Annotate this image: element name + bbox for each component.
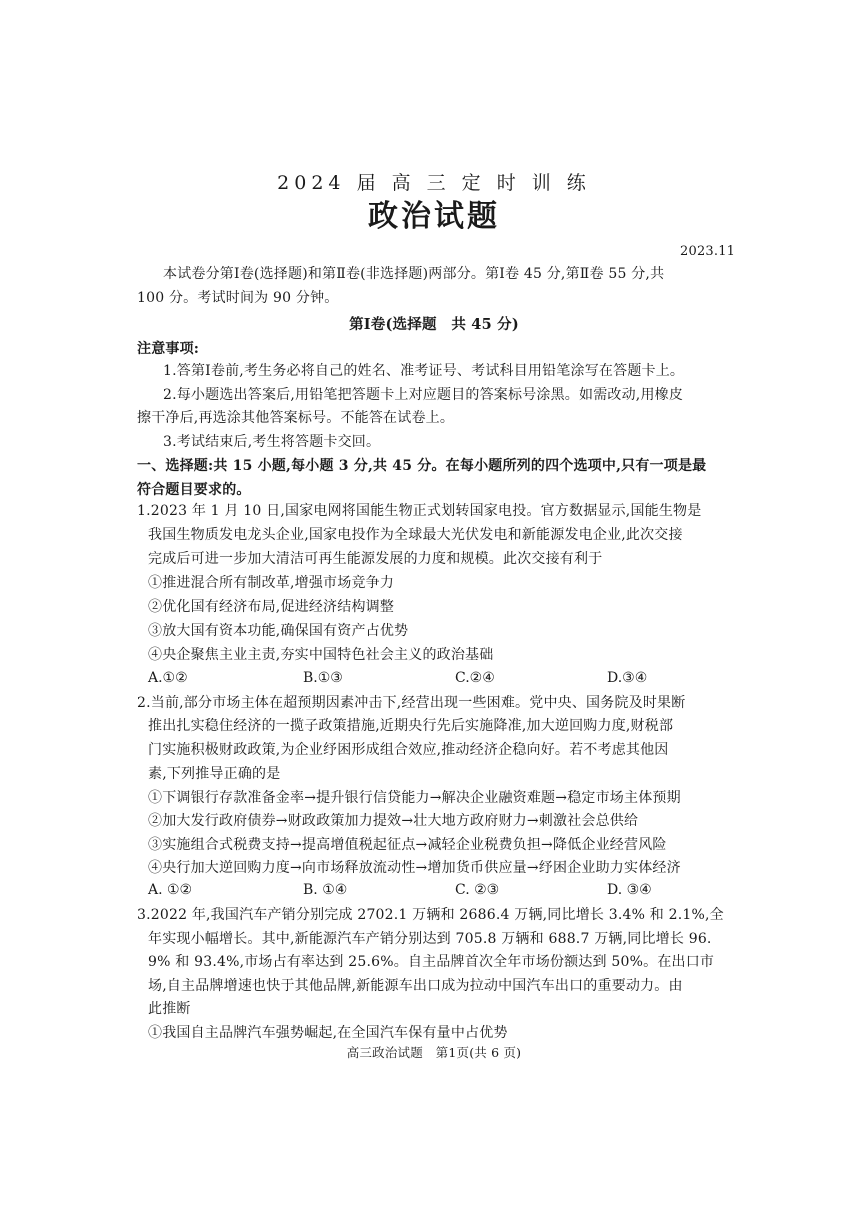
q2-item: ④央行加大逆回购力度→向市场释放流动性→增加货币供应量→纾困企业助力实体经济: [148, 860, 681, 876]
q3-stem-line: 年实现小幅增长。其中,新能源汽车产销分别达到 705.8 万辆和 688.7 万辆,同比增长 96.: [148, 931, 712, 947]
q3-stem-line: 场,自主品牌增速也快于其他品牌,新能源车出口成为拉动中国汽车出口的重要动力。由: [148, 978, 683, 994]
q1-option-b: B.①③: [303, 670, 343, 686]
note-line-2: 2.每小题选出答案后,用铅笔把答题卡上对应题目的答案标号涂黑。如需改动,用橡皮: [163, 387, 684, 403]
q1-stem-line: 我国生物质发电龙头企业,国家电投作为全球最大光伏发电和新能源发电企业,此次交接: [148, 527, 683, 543]
q2-item: ①下调银行存款准备金率→提升银行信贷能力→解决企业融资难题→稳定市场主体预期: [148, 790, 681, 806]
note-line-4: 3.考试结束后,考生将答题卡交回。: [163, 434, 381, 450]
q2-option-d: D. ③④: [607, 882, 652, 898]
notes-heading: 注意事项:: [137, 341, 200, 357]
section1-line-2: 符合题目要求的。: [137, 482, 251, 498]
q2-stem-line: 素,下列推导正确的是: [148, 766, 281, 782]
q3-stem-line: 此推断: [148, 1001, 191, 1017]
q3-item: ①我国自主品牌汽车强势崛起,在全国汽车保有量中占优势: [148, 1025, 508, 1041]
intro-line-2: 100 分。考试时间为 90 分钟。: [137, 290, 339, 306]
q1-stem-line: 1.2023 年 1 月 10 日,国家电网将国能生物正式划转国家电投。官方数据显示,国能生物是: [137, 503, 702, 519]
q2-option-b: B. ①④: [303, 882, 348, 898]
q3-stem-line: 3.2022 年,我国汽车产销分别完成 2702.1 万辆和 2686.4 万辆,同比增长 3.4% 和 2.1%,全: [137, 907, 724, 923]
exam-date: 2023.11: [680, 244, 736, 259]
subject-title: 政治试题: [368, 199, 500, 234]
q2-option-a: A. ①②: [148, 882, 193, 898]
q2-item: ②加大发行政府债券→财政政策加力提效→壮大地方政府财力→刺激社会总供给: [148, 813, 639, 829]
q1-option-c: C.②④: [455, 670, 495, 686]
q1-stem-line: 完成后可进一步加大清洁可再生能源发展的力度和规模。此次交接有利于: [148, 551, 603, 567]
q2-option-c: C. ②③: [455, 882, 500, 898]
part1-heading: 第Ⅰ卷(选择题 共 45 分): [349, 316, 519, 333]
q1-item: ①推进混合所有制改革,增强市场竞争力: [148, 575, 395, 591]
q2-stem-line: 推出扎实稳住经济的一揽子政策措施,近期央行先后实施降准,加大逆回购力度,财税部: [148, 718, 674, 734]
q1-item: ②优化国有经济布局,促进经济结构调整: [148, 599, 395, 615]
note-line-1: 1.答第Ⅰ卷前,考生务必将自己的姓名、准考证号、考试科目用铅笔涂写在答题卡上。: [163, 363, 685, 379]
q2-item: ③实施组合式税费支持→提高增值税起征点→减轻企业税费负担→降低企业经营风险: [148, 837, 667, 853]
q1-item: ③放大国有资本功能,确保国有资产占优势: [148, 623, 409, 639]
q1-item: ④央企聚焦主业主责,夯实中国特色社会主义的政治基础: [148, 647, 494, 663]
section1-line-1: 一、选择题:共 15 小题,每小题 3 分,共 45 分。在每小题所列的四个选项中,只有一项是最: [137, 458, 707, 474]
page-footer: 高三政治试题 第1页(共 6 页): [346, 1045, 522, 1060]
q3-stem-line: 9% 和 93.4%,市场占有率达到 25.6%。自主品牌首次全年市场份额达到 50%。在出口市: [148, 954, 715, 970]
q1-option-d: D.③④: [607, 670, 648, 686]
note-line-3: 擦干净后,再选涂其他答案标号。不能答在试卷上。: [137, 410, 455, 426]
q2-stem-line: 门实施积极财政政策,为企业纾困形成组合效应,推动经济企稳向好。若不考虑其他因: [148, 742, 669, 758]
q2-stem-line: 2.当前,部分市场主体在超预期因素冲击下,经营出现一些困难。党中央、国务院及时果断: [137, 695, 686, 711]
intro-line-1: 本试卷分第Ⅰ卷(选择题)和第Ⅱ卷(非选择题)两部分。第Ⅰ卷 45 分,第Ⅱ卷 55 分,共: [163, 266, 665, 282]
q1-option-a: A.①②: [148, 670, 188, 686]
exam-title-line: 2024 届 高 三 定 时 训 练: [277, 172, 591, 194]
